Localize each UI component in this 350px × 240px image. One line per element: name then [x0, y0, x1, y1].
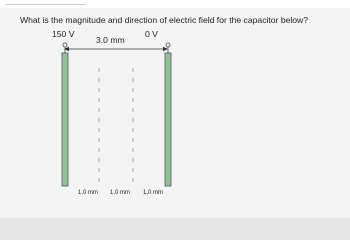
question-text: What is the magnitude and direction of electric field for the capacitor below?	[20, 15, 309, 25]
left-plate-voltage: 150 V	[52, 29, 75, 39]
segment-label-1: 1.0 mm	[78, 190, 99, 196]
left-plate	[62, 53, 68, 186]
plate-separation-label: 3.0 mm	[96, 35, 125, 45]
right-terminal	[166, 43, 170, 47]
right-plate	[165, 53, 171, 186]
left-terminal	[63, 43, 67, 47]
segment-label-3: 1.0 mm	[143, 190, 164, 196]
right-plate-voltage: 0 V	[145, 29, 158, 39]
separation-arrow-right-head	[163, 47, 168, 51]
segment-label-2: 1.0 mm	[110, 190, 131, 196]
